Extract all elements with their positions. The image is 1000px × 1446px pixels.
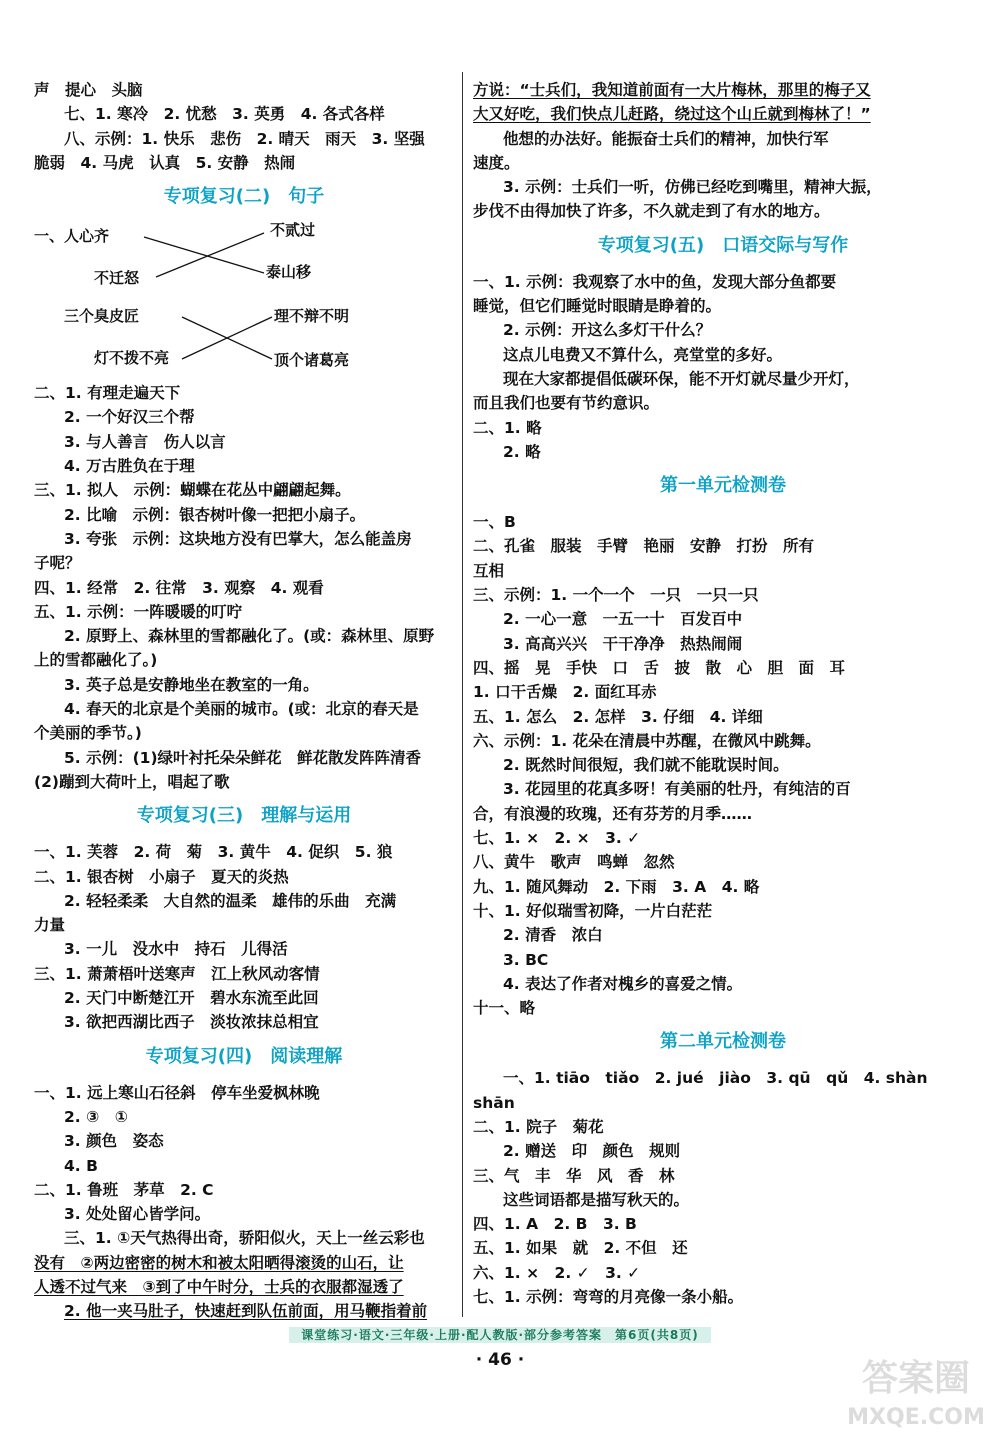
text-line: 3. BC xyxy=(503,950,549,969)
text-line: 七、1. × 2. × 3. ✓ xyxy=(473,829,641,848)
text-line: 二、1. 略 xyxy=(473,418,542,437)
text-line: 一、B xyxy=(473,513,516,532)
text-line: 二、孔雀 服装 手臂 艳丽 安静 打扮 所有 xyxy=(473,537,815,556)
text-line: 二、1. 鲁班 茅草 2. C xyxy=(34,1180,214,1199)
text-line: 3. 花园里的花真多呀！有美丽的牡丹，有纯洁的百 xyxy=(503,780,851,799)
text-line: 人透不过气来 ③到了中午时分，士兵的衣服都湿透了 xyxy=(34,1277,404,1296)
text-line: 大又好吃，我们快点儿赶路，绕过这个山丘就到梅林了！” xyxy=(473,105,871,124)
text-line: 一、1. tiāo tiǎo 2. jué jiào 3. qū qǔ 4. shàn xyxy=(503,1069,928,1088)
footer-text: 课堂练习·语文·三年级·上册·配人教版·部分参考答案 第6页(共8页) xyxy=(289,1327,710,1343)
text-line: 睡觉，但它们睡觉时眼睛是睁着的。 xyxy=(473,297,722,316)
watermark-domain: MXQE.COM xyxy=(847,1405,985,1430)
text-line: 而且我们也要有节约意识。 xyxy=(473,394,660,413)
text-line: 2. 清香 浓白 xyxy=(503,926,603,945)
match-right-2: 泰山移 xyxy=(266,263,312,282)
text-line: 七、1. 示例：弯弯的月亮像一条小船。 xyxy=(473,1288,744,1307)
text-line: 3. 示例：士兵们一听，仿佛已经吃到嘴里，精神大振， xyxy=(503,178,882,197)
text-line: 四、1. A 2. B 3. B xyxy=(473,1215,637,1234)
match-left-1: 一、人心齐 xyxy=(34,227,110,246)
text-line: 个美丽的季节。) xyxy=(34,724,142,743)
section-heading-5: 专项复习(五) 口语交际与写作 xyxy=(597,234,849,256)
text-line: 2. 天门中断楚江开 碧水东流至此回 xyxy=(64,989,319,1008)
text-line: 力量 xyxy=(34,916,66,935)
page-number: · 46 · xyxy=(475,1350,525,1370)
text-line: 脆弱 4. 马虎 认真 5. 安静 热闹 xyxy=(34,153,296,172)
text-line: 这些词语都是描写秋天的。 xyxy=(503,1190,690,1209)
right-column xyxy=(473,78,973,1309)
text-line: 2. 一心一意 一五一十 百发百中 xyxy=(503,610,743,629)
text-line: 二、1. 院子 菊花 xyxy=(473,1117,604,1136)
watermark-title: 答案圈 xyxy=(861,1358,971,1399)
text-line: (2)蹦到大荷叶上，唱起了歌 xyxy=(34,772,230,791)
text-line: 三、1. 萧萧梧叶送寒声 江上秋风动客情 xyxy=(34,964,320,983)
text-line: 一、1. 示例：我观察了水中的鱼，发现大部分鱼都要 xyxy=(473,272,837,291)
text-line: 5. 示例：(1)绿叶衬托朵朵鲜花 鲜花散发阵阵清香 xyxy=(64,748,422,767)
text-line: 3. 与人善言 伤人以言 xyxy=(64,432,226,451)
text-line: 3. 夸张 示例：这块地方没有巴掌大，怎么能盖房 xyxy=(64,529,412,548)
text-line: 三、1. ①天气热得出奇，骄阳似火，天上一丝云彩也 xyxy=(64,1229,425,1248)
text-line: 3. 颜色 姿态 xyxy=(64,1132,164,1151)
section-heading-2: 专项复习(二) 句子 xyxy=(163,186,325,208)
text-line: 这点儿电费又不算什么，亮堂堂的多好。 xyxy=(503,345,783,364)
text-line: 3. 英子总是安静地坐在教室的一角。 xyxy=(64,675,319,694)
text-line: 四、1. 经常 2. 往常 3. 观察 4. 观看 xyxy=(34,578,324,597)
text-line: 3. 高高兴兴 干干净净 热热闹闹 xyxy=(503,634,743,653)
text-line: 2. 比喻 示例：银杏树叶像一把把小扇子。 xyxy=(64,505,366,524)
text-line: 2. 轻轻柔柔 大自然的温柔 雄伟的乐曲 充满 xyxy=(64,891,397,910)
text-line: 3. 欲把西湖比西子 淡妆浓抹总相宜 xyxy=(64,1013,319,1032)
text-line: 1. 口干舌燥 2. 面红耳赤 xyxy=(473,683,657,702)
text-line: 六、1. × 2. ✓ 3. ✓ xyxy=(473,1263,641,1282)
text-line: 四、摇 晃 手快 口 舌 披 散 心 胆 面 耳 xyxy=(473,658,846,677)
unit-test-2-heading: 第二单元检测卷 xyxy=(660,1031,786,1053)
text-line: 2. ③ ① xyxy=(64,1107,128,1126)
text-line: 七、1. 寒冷 2. 忧愁 3. 英勇 4. 各式各样 xyxy=(64,105,385,124)
text-line: 4. B xyxy=(64,1156,98,1175)
text-line: 十、1. 好似瑞雪初降，一片白茫茫 xyxy=(473,901,713,920)
text-line: 三、气 丰 华 风 香 林 xyxy=(473,1166,675,1185)
text-line: 二、1. 有理走遍天下 xyxy=(34,384,181,403)
text-line: 八、示例：1. 快乐 悲伤 2. 晴天 雨天 3. 坚强 xyxy=(64,129,425,148)
text-line: 一、1. 芙蓉 2. 荷 菊 3. 黄牛 4. 促织 5. 狼 xyxy=(34,843,393,862)
text-line: 4. 表达了作者对槐乡的喜爱之情。 xyxy=(503,974,743,993)
text-line: 4. 春天的北京是个美丽的城市。(或：北京的春天是 xyxy=(64,700,419,719)
section-heading-3: 专项复习(三) 理解与运用 xyxy=(136,805,352,827)
column-divider xyxy=(462,72,463,1317)
text-line: 十一、略 xyxy=(473,999,536,1018)
text-line: 八、黄牛 歌声 鸣蝉 忽然 xyxy=(473,853,675,872)
match-left-4: 灯不拨不亮 xyxy=(94,349,170,368)
text-line: 速度。 xyxy=(473,153,520,172)
text-line: shān xyxy=(473,1093,515,1112)
text-line: 3. 一儿 没水中 持石 儿得活 xyxy=(64,940,288,959)
section-heading-4: 专项复习(四) 阅读理解 xyxy=(145,1045,343,1067)
text-line: 五、1. 如果 就 2. 不但 还 xyxy=(473,1239,688,1258)
match-right-3: 理不辩不明 xyxy=(274,307,350,326)
text-line: 现在大家都提倡低碳环保，能不开灯就尽量少开灯， xyxy=(503,369,860,388)
text-line: 九、1. 随风舞动 2. 下雨 3. A 4. 略 xyxy=(473,877,760,896)
text-line: 一、1. 远上寒山石径斜 停车坐爱枫林晚 xyxy=(34,1083,320,1102)
text-line: 二、1. 银杏树 小扇子 夏天的炎热 xyxy=(34,867,289,886)
text-line: 五、1. 示例：一阵暖暖的叮咛 xyxy=(34,602,243,621)
text-line: 声 提心 头脑 xyxy=(34,81,143,99)
text-line: 4. 万古胜负在于理 xyxy=(64,457,195,476)
match-right-4: 顶个诸葛亮 xyxy=(274,351,350,370)
text-line: 2. 略 xyxy=(503,442,541,461)
text-line: 3. 处处留心皆学问。 xyxy=(64,1205,211,1224)
text-line: 他想的办法好。能振奋士兵们的精神，加快行军 xyxy=(503,129,829,148)
match-left-3: 三个臭皮匠 xyxy=(64,307,140,326)
unit-test-1-heading: 第一单元检测卷 xyxy=(660,475,786,497)
text-line: 上的雪都融化了。) xyxy=(34,651,158,670)
left-column xyxy=(34,78,454,1324)
match-line xyxy=(144,237,264,273)
text-line: 没有 ②两边密密的树木和被太阳晒得滚烫的山石，让 xyxy=(34,1253,404,1272)
text-line: 2. 赠送 印 颜色 规则 xyxy=(503,1142,681,1161)
text-line: 三、1. 拟人 示例：蝴蝶在花丛中翩翩起舞。 xyxy=(34,481,351,500)
matching-diagram xyxy=(34,221,454,381)
text-line: 2. 示例：开这么多灯干什么？ xyxy=(503,321,712,340)
text-line: 2. 他一夹马肚子，快速赶到队伍前面，用马鞭指着前 xyxy=(64,1302,428,1321)
text-line: 合，有浪漫的玫瑰，还有芬芳的月季…… xyxy=(473,804,753,823)
text-line: 六、示例：1. 花朵在清晨中苏醒，在微风中跳舞。 xyxy=(473,731,821,750)
text-line: 步伐不由得加快了许多，不久就走到了有水的地方。 xyxy=(473,202,830,221)
text-line: 五、1. 怎么 2. 怎样 3. 仔细 4. 详细 xyxy=(473,707,763,726)
match-left-2: 不迁怒 xyxy=(94,269,140,288)
text-line: 2. 原野上、森林里的雪都融化了。(或：森林里、原野 xyxy=(64,627,435,646)
text-line: 2. 一个好汉三个帮 xyxy=(64,408,195,427)
watermark-logo xyxy=(846,1340,986,1434)
text-line: 子呢？ xyxy=(34,554,81,573)
text-line: 三、示例：1. 一个一个 一只 一只一只 xyxy=(473,586,759,605)
text-line: 方说：“士兵们，我知道前面有一大片梅林，那里的梅子又 xyxy=(473,81,871,99)
text-line: 互相 xyxy=(473,561,505,580)
match-line xyxy=(156,233,264,277)
text-line: 2. 既然时间很短，我们就不能耽误时间。 xyxy=(503,756,789,775)
match-right-1: 不贰过 xyxy=(270,221,316,240)
